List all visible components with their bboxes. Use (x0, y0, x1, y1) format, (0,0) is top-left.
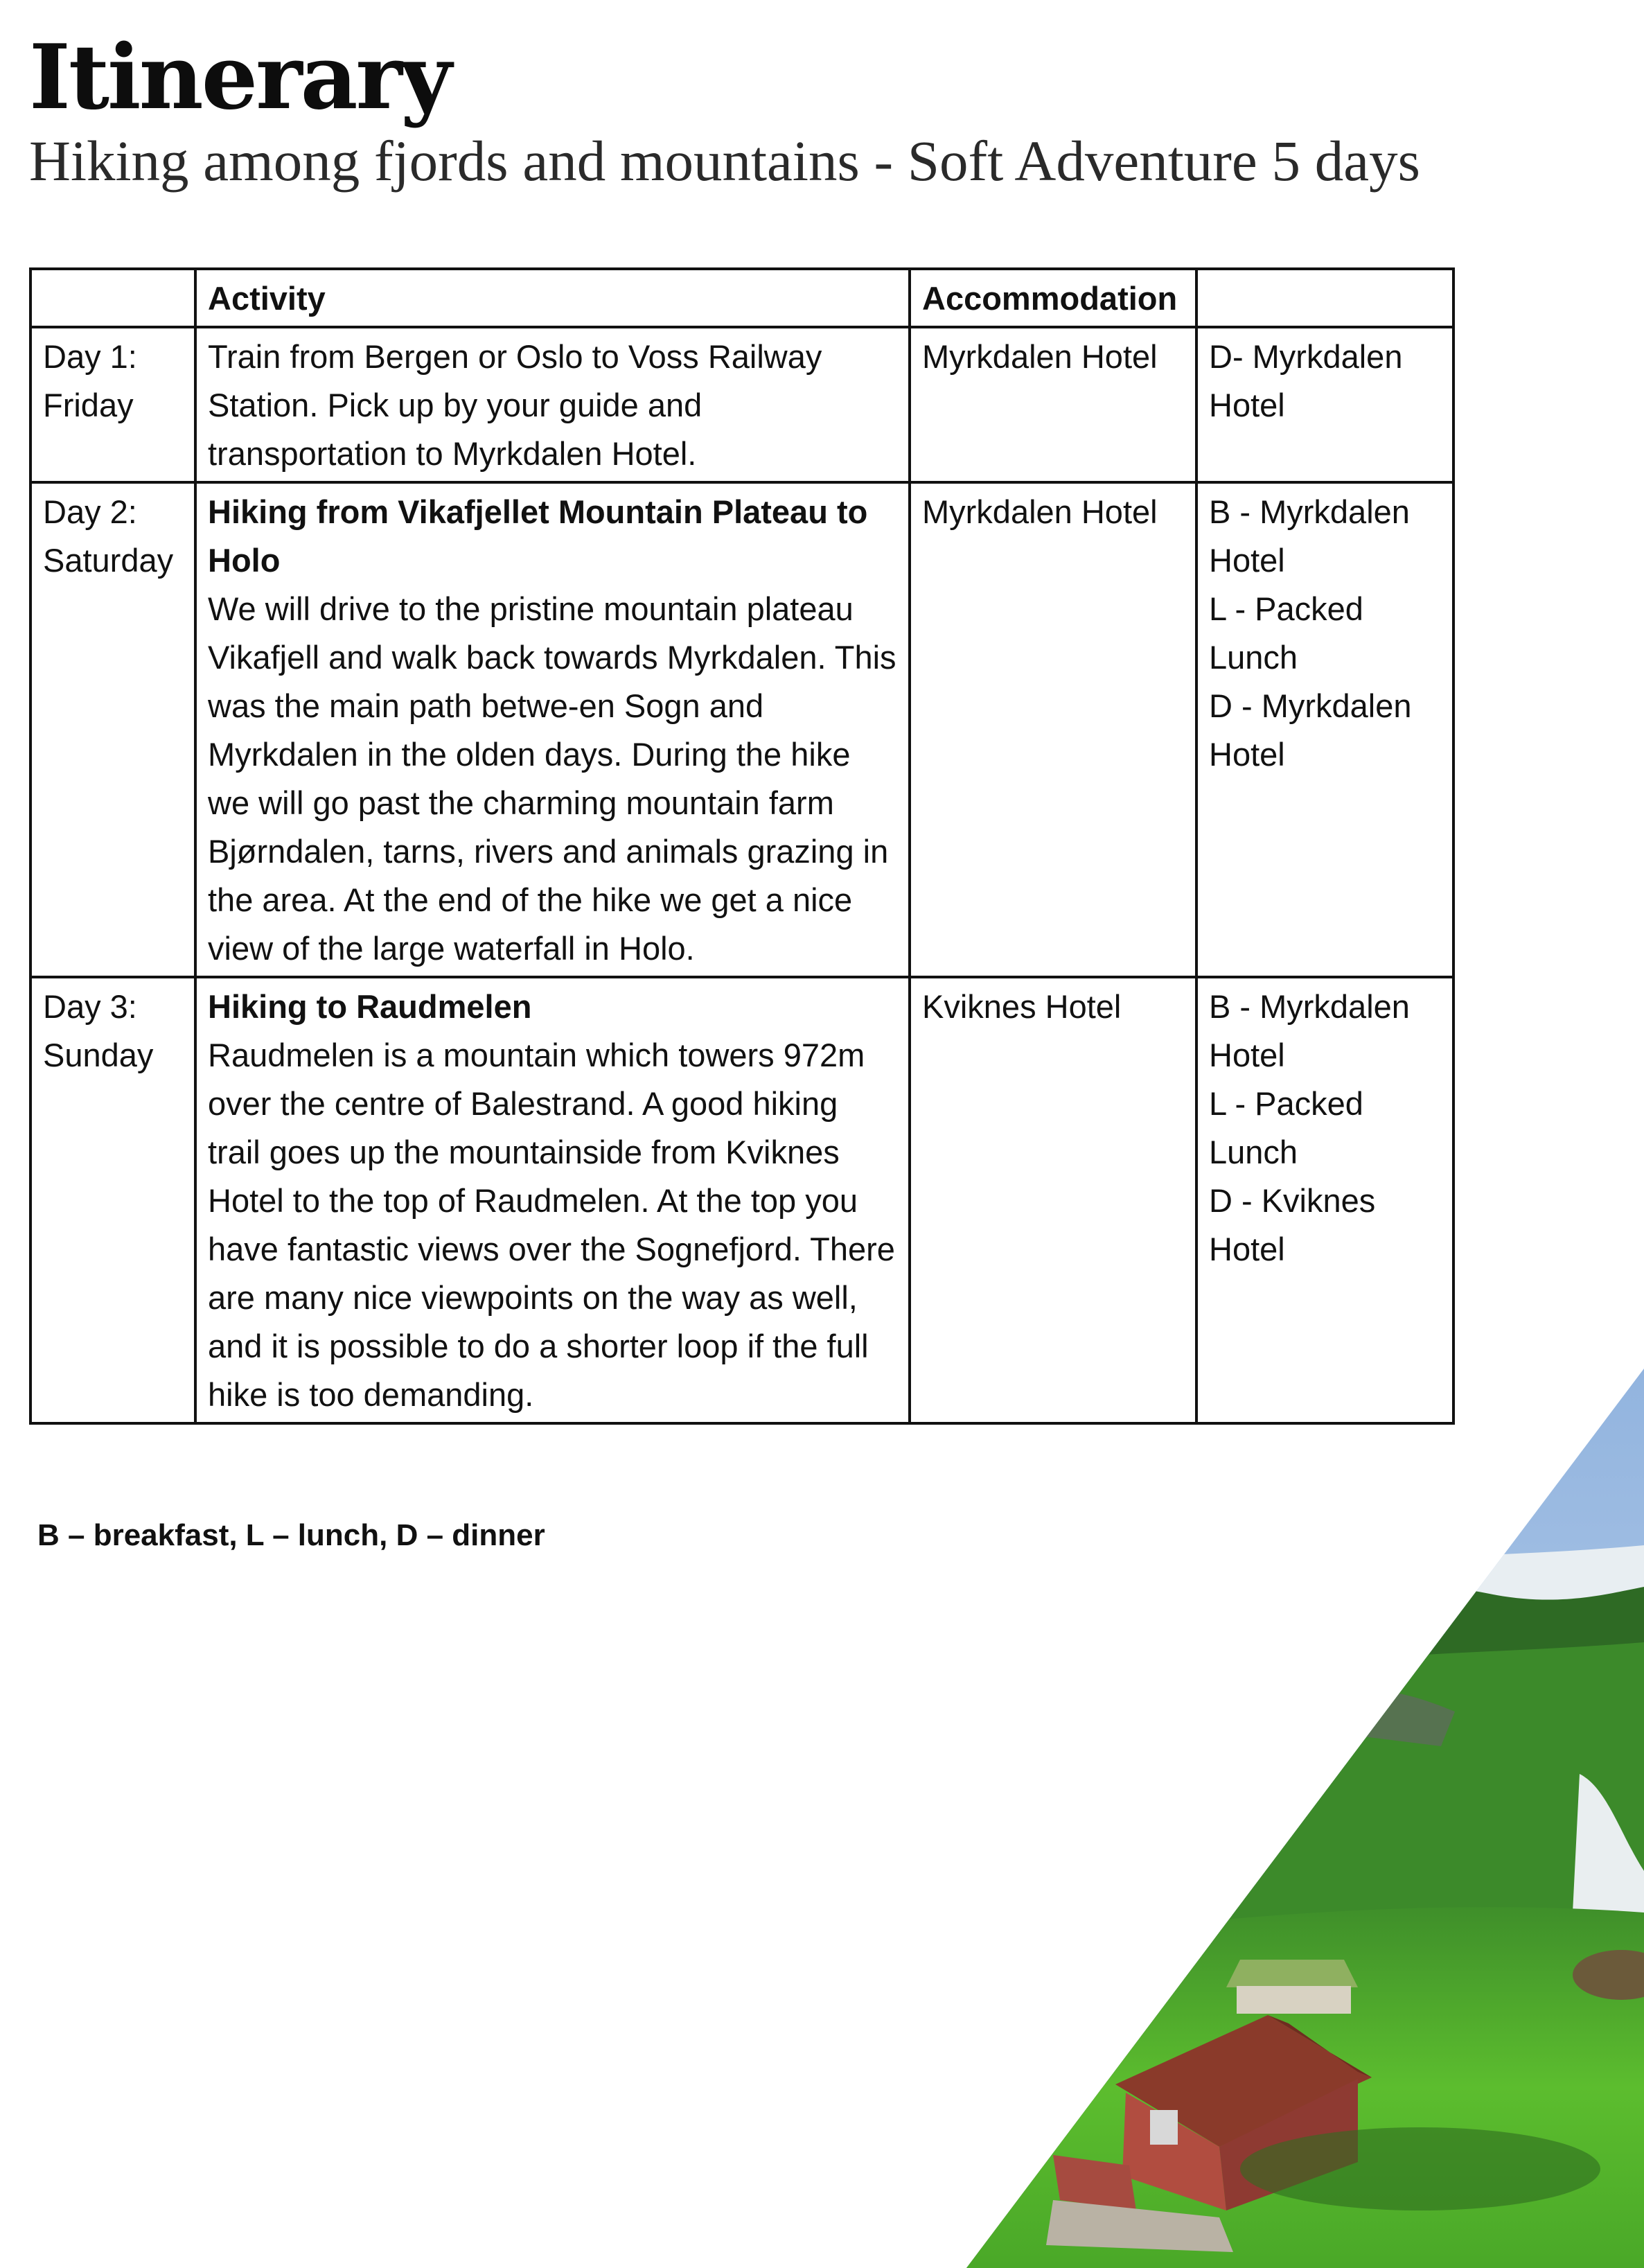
day-number: Day 3: (43, 988, 137, 1025)
page-title: Itinerary (29, 26, 450, 130)
meal-legend: B – breakfast, L – lunch, D – dinner (37, 1518, 545, 1552)
meal-item: B - Myrkdalen Hotel (1209, 988, 1410, 1073)
table-row (30, 327, 1453, 482)
meals-cell (1196, 977, 1453, 1423)
table-header-row (30, 269, 1453, 327)
meal-item: D - Kviknes Hotel (1209, 1182, 1376, 1267)
activity-text: We will drive to the pristine mountain plateau Vikafjell and walk back towards Myrkdalen. This was the main path betwe-en Sogn and Myrkdalen in the olden days. During the hike we will go past the charming mountain farm Bjørndalen, tarns, rivers and animals grazing in the area. At the end of the hike we get a nice view of the large waterfall in Holo. (208, 590, 896, 967)
meal-item: D - Myrkdalen Hotel (1209, 687, 1412, 773)
meals-cell (1196, 327, 1453, 482)
day-number: Day 1: (43, 338, 137, 375)
day-number: Day 2: (43, 493, 137, 530)
day-weekday: Sunday (43, 1037, 154, 1073)
activity-cell (195, 482, 910, 977)
activity-title: Hiking from Vikafjellet Mountain Plateau to Holo (208, 493, 868, 579)
activity-text: Train from Bergen or Oslo to Voss Railway Station. Pick up by your guide and transportation to Myrkdalen Hotel. (208, 338, 822, 472)
day-cell (30, 327, 195, 482)
meal-item: L - Packed Lunch (1209, 1085, 1363, 1170)
meal-item: D- Myrkdalen Hotel (1209, 338, 1403, 423)
header-activity: Activity (195, 269, 910, 327)
header-day (30, 269, 195, 327)
meal-item: B - Myrkdalen Hotel (1209, 493, 1410, 579)
activity-text: Raudmelen is a mountain which towers 972m over the centre of Balestrand. A good hiking trail goes up the mountainside from Kviknes Hotel to the top of Raudmelen. At the top you have fantastic views over the Sognefjord. There are many nice viewpoints on the way as well, and it is possible to do a shorter loop if the full hike is too demanding. (208, 1037, 895, 1413)
header-meals (1196, 269, 1453, 327)
accommodation-cell: Myrkdalen Hotel (910, 482, 1196, 977)
accommodation-cell: Myrkdalen Hotel (910, 327, 1196, 482)
header-accommodation: Accommodation (910, 269, 1196, 327)
meals-cell (1196, 482, 1453, 977)
day-weekday: Friday (43, 387, 134, 423)
activity-cell (195, 327, 910, 482)
table-row (30, 482, 1453, 977)
table-row (30, 977, 1453, 1423)
itinerary-table (29, 267, 1455, 1425)
activity-cell (195, 977, 910, 1423)
page-subtitle: Hiking among fjords and mountains - Soft Adventure 5 days (29, 129, 1420, 193)
day-cell (30, 482, 195, 977)
day-cell (30, 977, 195, 1423)
meal-item: L - Packed Lunch (1209, 590, 1363, 676)
day-weekday: Saturday (43, 542, 174, 579)
accommodation-cell: Kviknes Hotel (910, 977, 1196, 1423)
activity-title: Hiking to Raudmelen (208, 988, 532, 1025)
